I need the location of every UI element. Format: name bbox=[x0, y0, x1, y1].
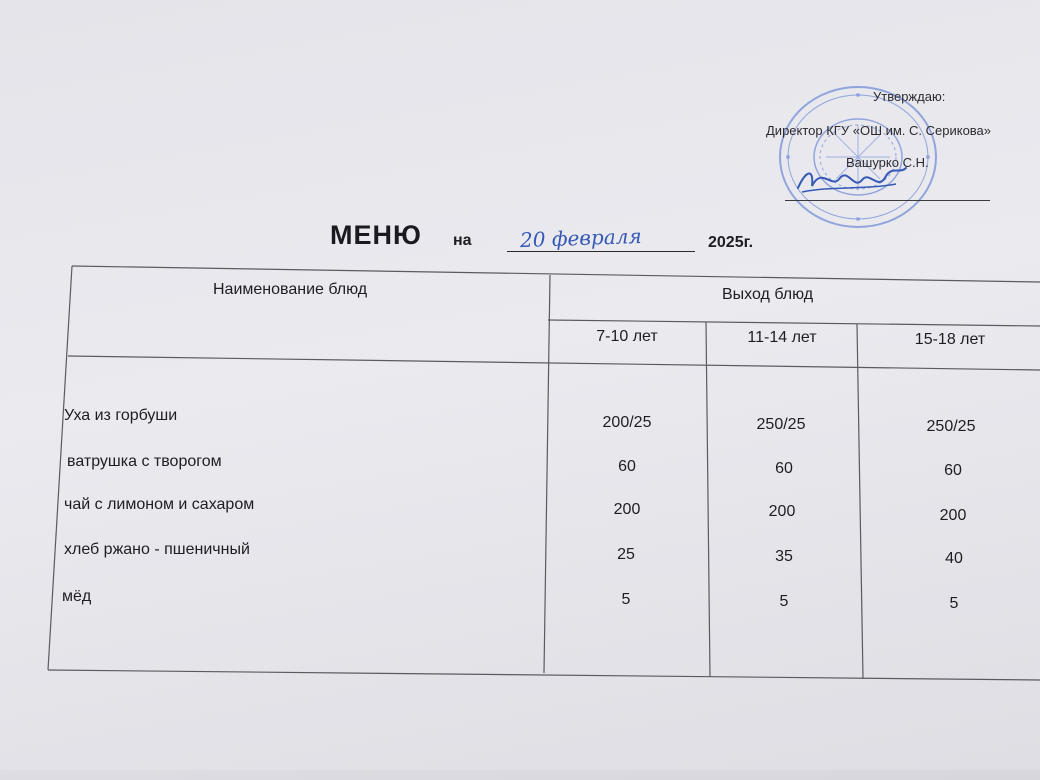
portion-value: 5 bbox=[949, 595, 959, 612]
dish-name: ватрушка с творогом bbox=[67, 453, 222, 470]
header-output: Выход блюд bbox=[722, 286, 814, 303]
age-group-header: 11-14 лет bbox=[747, 329, 817, 346]
dish-name: чай с лимоном и сахаром bbox=[64, 496, 255, 513]
portion-value: 25 bbox=[617, 546, 635, 563]
dish-name: хлеб ржано - пшеничный bbox=[64, 541, 250, 558]
approval-title: Утверждаю: bbox=[873, 89, 946, 104]
portion-value: 5 bbox=[621, 591, 631, 608]
year-label: 2025г. bbox=[708, 234, 754, 251]
portion-value: 250/25 bbox=[926, 418, 976, 435]
portion-value: 200 bbox=[613, 501, 641, 518]
portion-value: 200 bbox=[939, 507, 967, 524]
portion-value: 250/25 bbox=[756, 416, 806, 433]
header-dish-name: Наименование блюд bbox=[213, 281, 368, 298]
approval-name: Вашурко С.Н. bbox=[846, 155, 929, 170]
portion-value: 60 bbox=[618, 458, 636, 475]
portion-value: 60 bbox=[944, 462, 962, 479]
portion-value: 40 bbox=[945, 550, 963, 567]
age-group-header: 7-10 лет bbox=[596, 328, 658, 345]
portion-value: 35 bbox=[775, 548, 793, 565]
portion-value: 5 bbox=[779, 593, 789, 610]
on-label: на bbox=[453, 232, 472, 249]
dish-name: мёд bbox=[62, 588, 92, 605]
approval-role: Директор КГУ «ОШ им. С. Серикова» bbox=[766, 123, 992, 138]
handwritten-date: 20 февраля bbox=[519, 223, 643, 253]
portion-value: 200 bbox=[768, 503, 796, 520]
portion-value: 200/25 bbox=[602, 414, 652, 431]
portion-value: 60 bbox=[775, 460, 793, 477]
dish-name: Уха из горбуши bbox=[64, 407, 178, 424]
age-group-header: 15-18 лет bbox=[914, 331, 986, 348]
page-title: МЕНЮ bbox=[330, 220, 422, 250]
